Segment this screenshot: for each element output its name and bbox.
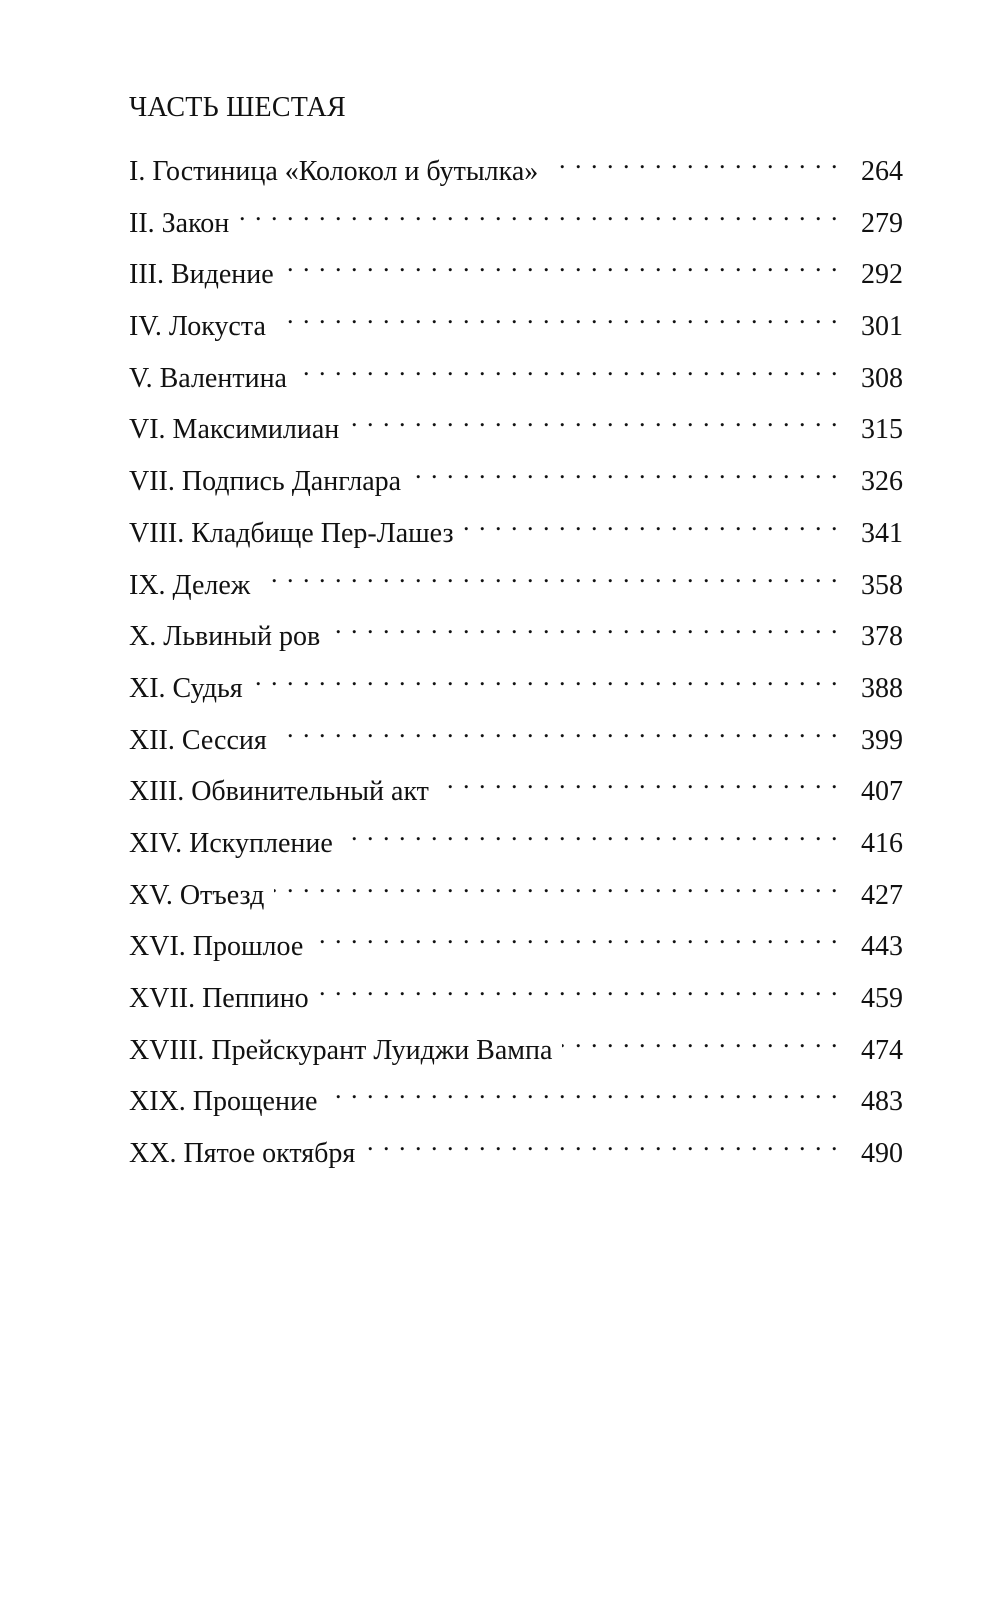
toc-entry-page-number: 388 — [861, 672, 903, 704]
toc-entry-page-number: 490 — [861, 1138, 903, 1170]
toc-entry-title: VII. Подпись Данглара — [129, 466, 402, 498]
toc-entry-title: IX. Дележ — [129, 569, 251, 601]
toc-entry — [129, 812, 903, 864]
toc-entry — [129, 760, 903, 812]
toc-entry-page-number: 427 — [861, 879, 903, 911]
toc-entry — [129, 502, 903, 554]
toc-entry — [129, 243, 903, 295]
toc-entry-page-number: 292 — [861, 259, 903, 291]
toc-entry — [129, 1019, 903, 1071]
toc-entry-page-number: 264 — [861, 156, 903, 187]
toc-entry — [129, 398, 903, 450]
dot-leader — [276, 295, 839, 335]
dot-leader — [274, 864, 839, 904]
toc-entry — [129, 864, 903, 916]
dot-leader — [349, 398, 839, 438]
dot-leader — [319, 967, 839, 1007]
toc-entry — [129, 915, 903, 967]
dot-leader — [284, 243, 839, 283]
toc-entry-title: XVIII. Прейскурант Луиджи Вампа — [129, 1034, 553, 1066]
toc-entry — [129, 1070, 903, 1122]
dot-leader — [365, 1122, 839, 1162]
dot-leader — [411, 450, 839, 490]
toc-entry — [129, 657, 903, 709]
toc-entry-page-number: 326 — [861, 466, 903, 498]
toc-entry-page-number: 399 — [861, 724, 903, 756]
toc-entry-title: X. Львиный ров — [129, 621, 321, 653]
toc-entry-page-number: 308 — [861, 362, 903, 394]
toc-entry-page-number: 341 — [861, 517, 903, 549]
toc-entry — [129, 347, 903, 399]
toc-entry-title: V. Валентина — [129, 362, 287, 394]
dot-leader — [297, 347, 839, 387]
dot-leader — [562, 1019, 839, 1059]
dot-leader — [313, 915, 839, 955]
toc-entry-title: XIX. Прощение — [129, 1086, 318, 1118]
dot-leader — [464, 502, 839, 542]
toc-entry-page-number: 443 — [861, 931, 903, 963]
dot-leader — [260, 554, 839, 594]
toc-entry-title: XI. Судья — [129, 672, 243, 704]
toc-entry-title: I. Гостиница «Колокол и бутылка» — [129, 156, 539, 187]
toc-entry-title: XIV. Искупление — [129, 827, 333, 859]
toc-entry-page-number: 483 — [861, 1086, 903, 1118]
toc-entry-title: XX. Пятое октября — [129, 1138, 356, 1170]
toc-entry — [129, 140, 903, 192]
toc-entry-title: XVI. Прошлое — [129, 931, 304, 963]
toc-entry-page-number: 474 — [861, 1034, 903, 1066]
toc-entry-page-number: 459 — [861, 983, 903, 1014]
toc-entry — [129, 1122, 903, 1174]
table-of-contents-page — [129, 88, 903, 1174]
toc-entry-page-number: 378 — [861, 621, 903, 653]
toc-entry — [129, 192, 903, 244]
dot-leader — [327, 1070, 839, 1110]
toc-entry-page-number: 407 — [861, 776, 903, 808]
toc-entry — [129, 605, 903, 657]
toc-entry — [129, 295, 903, 347]
toc-entry-title: II. Закон — [129, 207, 230, 239]
toc-entry-page-number: 416 — [861, 827, 903, 859]
toc-entry — [129, 554, 903, 606]
toc-entry-title: XIII. Обвинительный акт — [129, 776, 429, 808]
toc-entry-title: XII. Сессия — [129, 724, 267, 756]
toc-entry-title: XVII. Пеппино — [129, 983, 309, 1014]
dot-leader — [330, 605, 839, 645]
toc-entry-title: IV. Локуста — [129, 311, 266, 343]
toc-entry — [129, 450, 903, 502]
toc-entry — [129, 967, 903, 1019]
toc-entry — [129, 709, 903, 761]
toc-entry-title: III. Видение — [129, 259, 274, 291]
dot-leader — [548, 140, 839, 180]
dot-leader — [277, 709, 839, 749]
dot-leader — [239, 192, 839, 232]
dot-leader — [343, 812, 839, 852]
toc-entry-title: XV. Отъезд — [129, 879, 265, 911]
dot-leader — [253, 657, 839, 697]
dot-leader — [439, 760, 839, 800]
toc-entry-title: VIII. Кладбище Пер-Лашез — [129, 517, 454, 549]
toc-entry-page-number: 301 — [861, 311, 903, 343]
toc-entry-page-number: 279 — [861, 207, 903, 239]
toc-entry-page-number: 315 — [861, 414, 903, 446]
toc-list — [129, 140, 903, 1174]
part-title: ЧАСТЬ ШЕСТАЯ — [129, 92, 346, 123]
toc-entry-page-number: 358 — [861, 569, 903, 601]
toc-entry-title: VI. Максимилиан — [129, 414, 340, 446]
